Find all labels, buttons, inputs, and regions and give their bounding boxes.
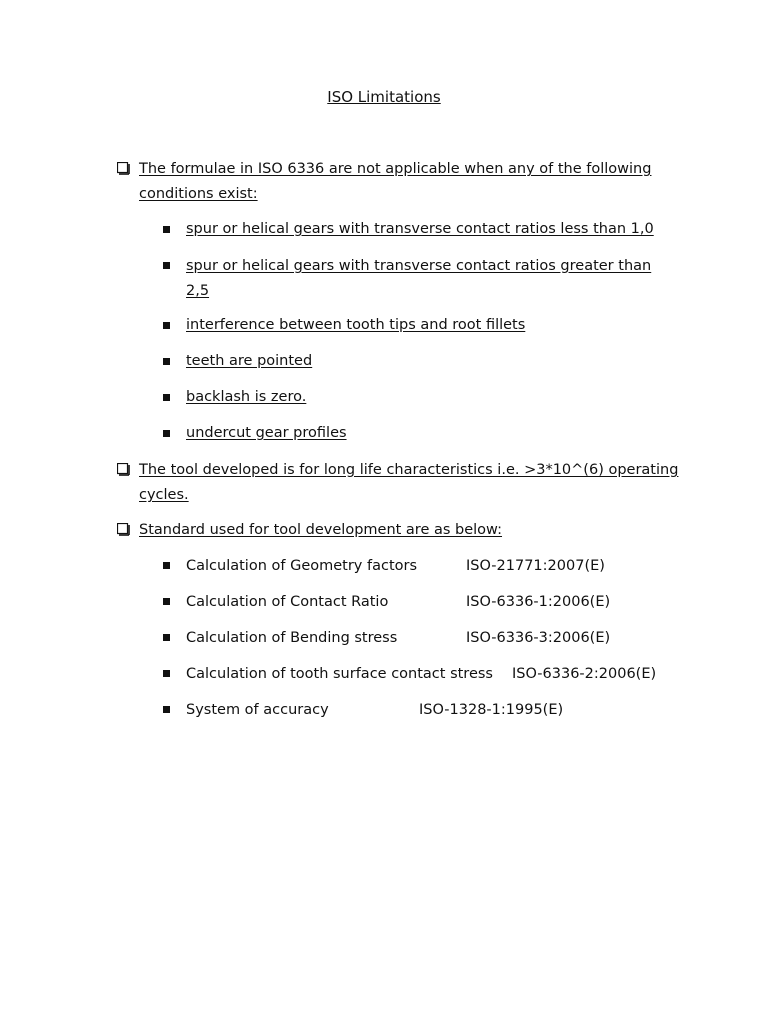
standard-name: Calculation of tooth surface contact stress xyxy=(186,666,493,682)
square-bullet-icon xyxy=(163,634,170,641)
square-bullet-icon xyxy=(163,394,170,401)
standard-name: Calculation of Contact Ratio xyxy=(186,594,389,610)
square-bullet-icon xyxy=(163,706,170,713)
square-bullet-icon xyxy=(163,598,170,605)
standard-code: ISO-21771:2007(E) xyxy=(466,558,605,574)
standard-row xyxy=(186,626,610,651)
standard-code: ISO-6336-1:2006(E) xyxy=(466,594,611,610)
standard-name: System of accuracy xyxy=(186,702,329,718)
condition-item: undercut gear profiles xyxy=(186,425,347,441)
square-bullet-icon xyxy=(163,430,170,437)
condition-item: backlash is zero. xyxy=(186,389,307,405)
square-bullet-icon xyxy=(163,670,170,677)
condition-item: spur or helical gears with transverse contact ratios greater than 2,5 xyxy=(186,258,652,299)
checkbox-bullet-icon xyxy=(117,463,130,476)
condition-item: interference between tooth tips and root fillets xyxy=(186,317,526,333)
condition-item: teeth are pointed xyxy=(186,353,313,369)
square-bullet-icon xyxy=(163,562,170,569)
condition-item: spur or helical gears with transverse contact ratios less than 1,0 xyxy=(186,221,654,237)
section-2-text: The tool developed is for long life characteristics i.e. >3*10^(6) operating cycles. xyxy=(139,462,679,503)
checkbox-bullet-icon xyxy=(117,162,130,175)
section-3-text: Standard used for tool development are as below: xyxy=(139,522,503,538)
standard-name: Calculation of Bending stress xyxy=(186,630,398,646)
standard-row xyxy=(186,698,563,723)
standard-code: ISO-1328-1:1995(E) xyxy=(419,702,564,718)
standard-row xyxy=(186,662,656,687)
square-bullet-icon xyxy=(163,226,170,233)
checkbox-bullet-icon xyxy=(117,523,130,536)
square-bullet-icon xyxy=(163,262,170,269)
standard-code: ISO-6336-2:2006(E) xyxy=(512,666,657,682)
standard-row xyxy=(186,554,605,579)
standard-row xyxy=(186,590,610,615)
standard-code: ISO-6336-3:2006(E) xyxy=(466,630,611,646)
square-bullet-icon xyxy=(163,358,170,365)
square-bullet-icon xyxy=(163,322,170,329)
page-title: ISO Limitations xyxy=(327,88,441,106)
standard-name: Calculation of Geometry factors xyxy=(186,558,418,574)
section-1-text: The formulae in ISO 6336 are not applicable when any of the following conditions exist: xyxy=(139,161,652,202)
